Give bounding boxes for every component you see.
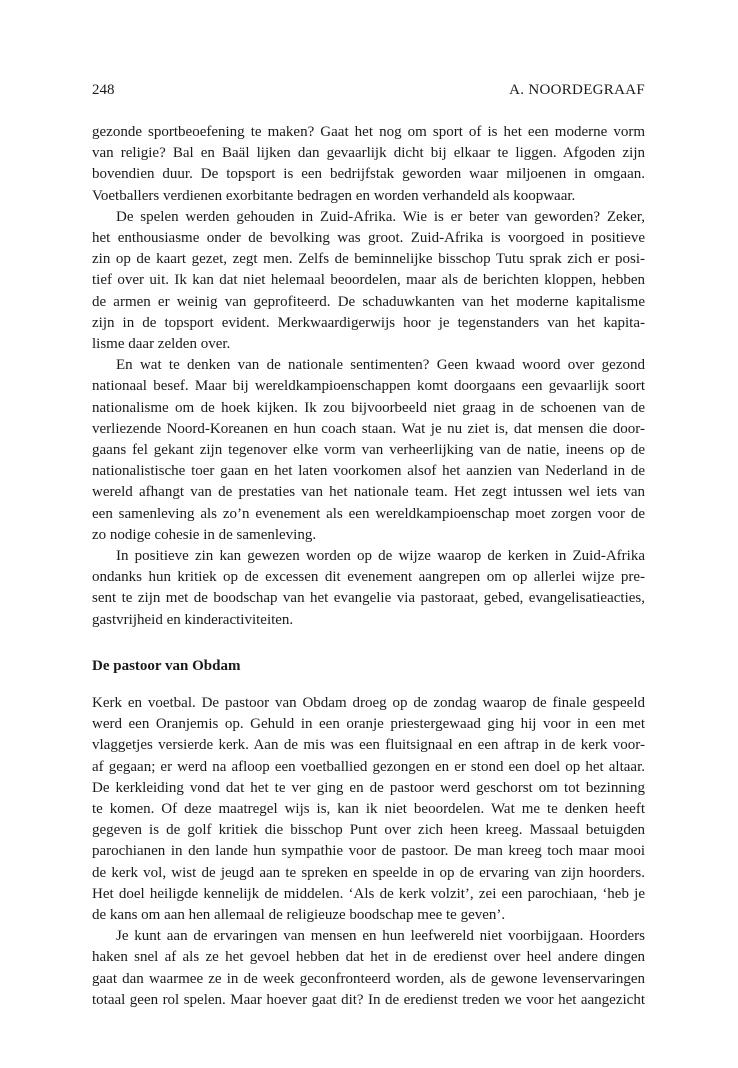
paragraph (92, 207, 645, 355)
text-line: haken snel af als ze het gevoel hebben dat het in de eredienst over heel andere dingen (92, 949, 645, 966)
text-line: te komen. Of deze maatregel wijs is, kan ik niet beoordelen. Wat me te denken heeft (92, 801, 645, 818)
paragraph (92, 546, 645, 631)
text-line: tief over uit. Ik kan dat niet helemaal beoordelen, maar als de berichten kloppen, hebben (92, 272, 645, 289)
text-line: zin op de kaart gezet, zegt men. Zelfs de beminnelijke bisschop Tutu sprak zich er posi- (92, 251, 645, 268)
text-line: ondanks hun kritiek op de excessen dit evenement aangrepen om op allerlei wijze pre- (92, 569, 645, 586)
running-head-author: A. NOORDEGRAAF (509, 82, 645, 98)
text-line: Het doel heiligde kennelijk de middelen. ‘Als de kerk volzit’, zei een parochiaan, ‘heb je (92, 885, 645, 902)
text-line: De spelen werden gehouden in Zuid-Afrika. Wie is er beter van geworden? Zeker, (116, 208, 645, 225)
text-line: zo nodige cohesie in de samenleving. (92, 526, 317, 543)
text-line: gegeven is de golf kritiek die bisschop Punt over zich heen kreeg. Massaal betuigden (92, 822, 645, 839)
text-line: In positieve zin kan gewezen worden op de wijze waarop de kerken in Zuid-Afrika (116, 548, 645, 565)
paragraph (92, 693, 645, 926)
text-line: nationalisme om de hoek kijken. Ik zou bijvoorbeeld niet graag in de schoenen van de (92, 399, 645, 416)
text-line: parochianen in den lande hun sympathie voor de pastoor. De man kreeg toch maar mooi (92, 843, 645, 860)
text-line: een samenleving als zo’n evenement als een wereldkampioenschap moet zorgen voor de (92, 505, 645, 522)
text-line: de kans om aan hen allemaal de religieuze boodschap mee te geven’. (92, 907, 506, 924)
text-line: gaans fel gekant zijn tegenover elke vorm van verheerlijking van de natie, ineens op de (92, 442, 645, 459)
text-line: Kerk en voetbal. De pastoor van Obdam droeg op de zondag waarop de finale gespeeld (92, 695, 645, 711)
text-line: De kerkleiding vond dat het te ver ging en de pastoor werd geschorst om tot bezinning (92, 779, 645, 796)
text-line: totaal geen rol spelen. Maar hoever gaat dit? In de eredienst treden we voor het aangezicht (92, 991, 645, 1008)
text-line: zijn in de topsport evident. Merkwaardigerwijs hoor je tegenstanders van het kapita- (92, 314, 645, 331)
paragraph (92, 355, 645, 546)
text-line: gastvrijheid en kinderactiviteiten. (92, 611, 294, 628)
section-body-1 (92, 122, 645, 631)
text-line: van religie? Bal en Baäl lijken dan gevaarlijk dicht bij elkaar te liggen. Afgoden zijn (92, 145, 645, 162)
text-line: af gegaan; er werd na afloop een voetballied gezongen en er stond een doel op het altaar. (92, 758, 645, 775)
text-line: gaat dan waarmee ze in de week geconfronteerd worden, als de gewone levenservaringen (92, 970, 645, 987)
text-line: sent te zijn met de boodschap van het evangelie via pastoraat, gebed, evangelisatieacties, (92, 590, 645, 607)
section-heading: De pastoor van Obdam (92, 658, 241, 674)
text-line: En wat te denken van de nationale sentimenten? Geen kwaad woord over gezond (116, 357, 645, 374)
page-number: 248 (92, 82, 115, 98)
text-line: bovendien duur. De topsport is een bedrijfstak geworden waar miljoenen in omgaan. (92, 166, 645, 183)
section-body-2 (92, 693, 645, 1011)
text-line: verliezende Noord-Koreanen en hun coach staan. Wat je nu ziet is, dat mensen die door- (92, 420, 645, 437)
text-line: nationaal besef. Maar bij wereldkampioenschappen komt doorgaans een gevaarlijk soort (92, 378, 645, 395)
text-line: Je kunt aan de ervaringen van mensen en hun leefwereld niet voorbijgaan. Hoorders (116, 928, 645, 945)
text-line: Voetballers verdienen exorbitante bedragen en worden verhandeld als koopwaar. (92, 187, 576, 204)
text-line: de armen er weinig van geprofiteerd. De schaduwkanten van het moderne kapitalisme (92, 293, 645, 310)
text-line: de kerk vol, wist de jeugd aan te spreken en speelde in op de ervaring van zijn hoorders. (92, 864, 645, 881)
paragraph (92, 122, 645, 207)
text-line: het enthousiasme onder de bevolking was groot. Zuid-Afrika is voorgoed in positieve (92, 230, 645, 247)
text-line: gezonde sportbeoefening te maken? Gaat het nog om sport of is het een moderne vorm (92, 124, 645, 140)
text-line: lisme daar zelden over. (92, 336, 231, 353)
running-head (92, 79, 645, 101)
text-line: nationalistische toer gaan en het laten voorkomen alsof het aanzien van Nederland in de (92, 463, 645, 480)
text-line: vlaggetjes versierde kerk. Aan de mis was een fluitsignaal en een aftrap in de kerk voor- (92, 737, 645, 754)
paragraph (92, 926, 645, 1011)
text-line: werd een Oranjemis op. Gehuld in een oranje priestergewaad ging hij voor in een met (92, 716, 645, 733)
text-line: wereld afhangt van de prestaties van het nationale team. Het zegt intussen wel iets van (92, 484, 645, 501)
